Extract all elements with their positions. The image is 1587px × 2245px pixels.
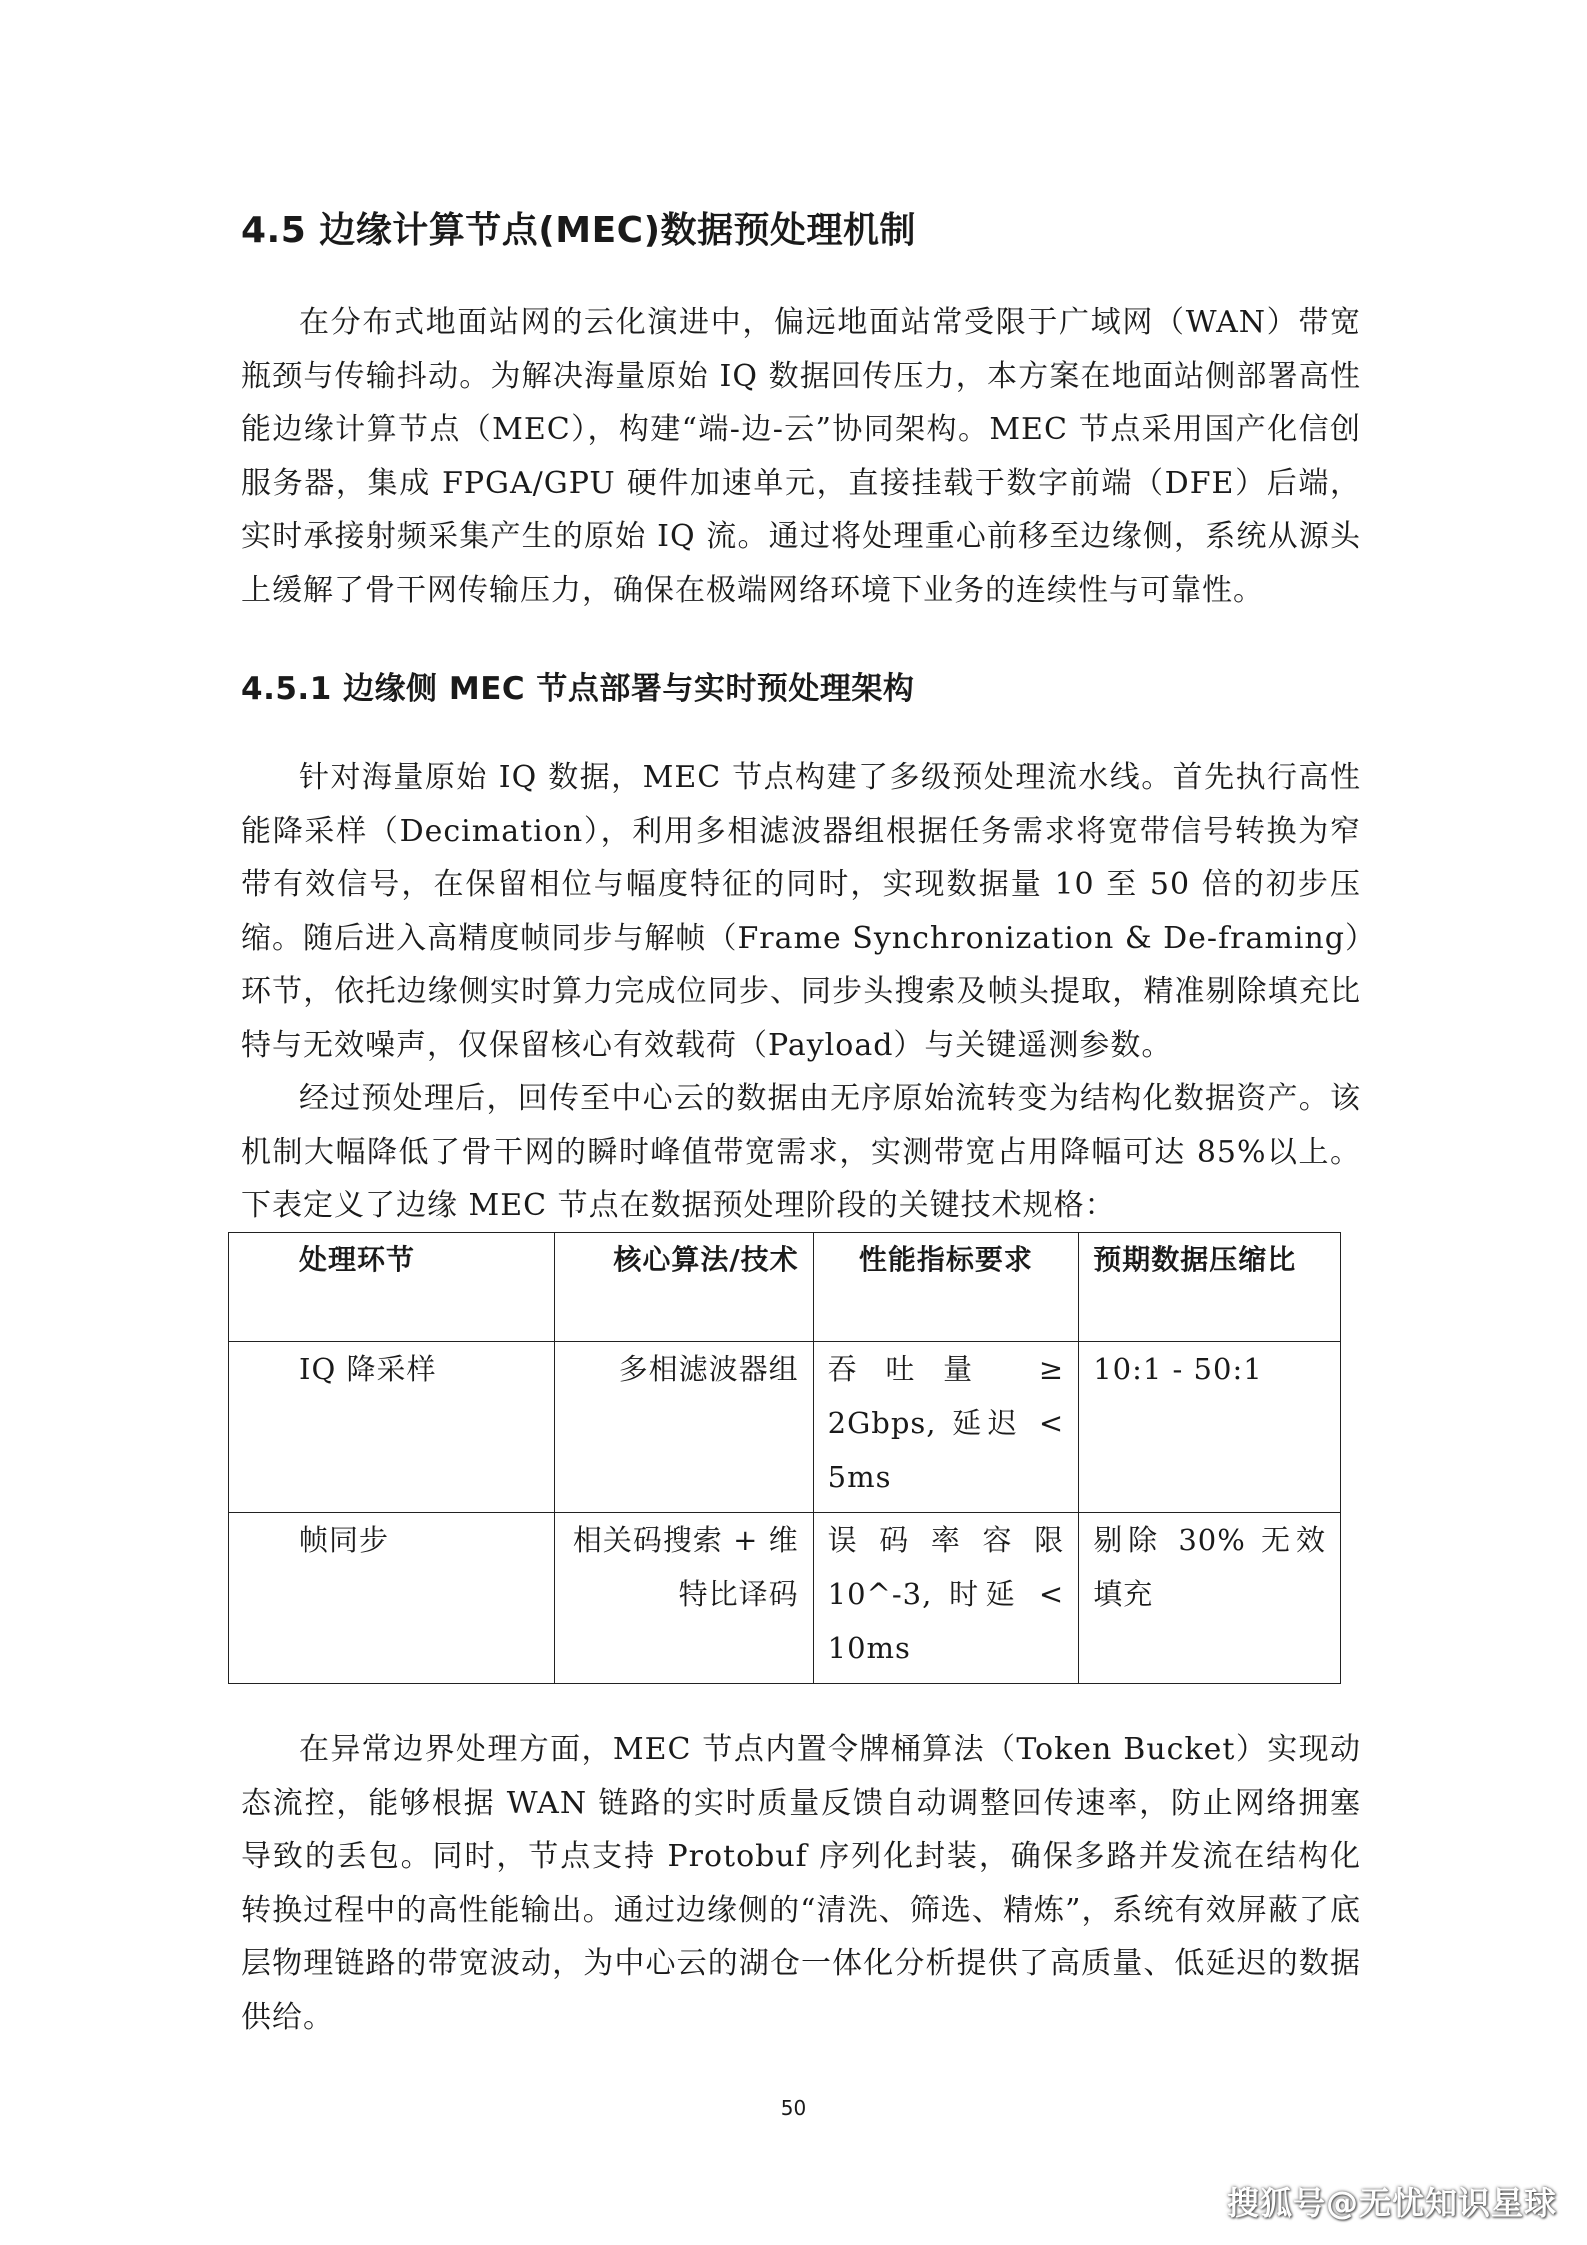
- table-cell: IQ 降采样: [229, 1342, 555, 1513]
- pipeline-paragraph: 针对海量原始 IQ 数据，MEC 节点构建了多级预处理流水线。首先执行高性能降采样（Decimation），利用多相滤波器组根据任务需求将宽带信号转换为窄带有效信号，在保留相位与幅度特征的同时，实现数据量 10 至 50 倍的初步压缩。随后进入高精度帧同步与解帧（Frame Synchronization & De-framing）环节，依托边缘侧实时算力完成位同步、同步头搜索及帧头提取，精准剔除填充比特与无效噪声，仅保留核心有效载荷（Payload）与关键遥测参数。: [241, 760, 1361, 1063]
- page-number: 50: [780, 2096, 807, 2120]
- table-row: [229, 1513, 1341, 1684]
- table-row: [229, 1342, 1341, 1513]
- table-header-cell: 性能指标要求: [813, 1233, 1079, 1342]
- result-paragraph: 经过预处理后，回传至中心云的数据由无序原始流转变为结构化数据资产。该机制大幅降低了骨干网的瞬时峰值带宽需求，实测带宽占用降幅可达 85%以上。下表定义了边缘 MEC 节点在数据预处理阶段的关键技术规格：: [241, 1081, 1361, 1223]
- table-cell: 吞吐量 ≥ 2Gbps, 延迟 < 5ms: [813, 1342, 1079, 1513]
- table-cell: 相关码搜索 + 维特比译码: [554, 1513, 813, 1684]
- table-header-row: [229, 1233, 1341, 1342]
- intro-paragraph: 在分布式地面站网的云化演进中，偏远地面站常受限于广域网（WAN）带宽瓶颈与传输抖动。为解决海量原始 IQ 数据回传压力，本方案在地面站侧部署高性能边缘计算节点（MEC），构建“端-边-云”协同架构。MEC 节点采用国产化信创服务器，集成 FPGA/GPU 硬件加速单元，直接挂载于数字前端（DFE）后端，实时承接射频采集产生的原始 IQ 流。通过将处理重心前移至边缘侧，系统从源头上缓解了骨干网传输压力，确保在极端网络环境下业务的连续性与可靠性。: [241, 305, 1361, 608]
- flow-control-paragraph: 在异常边界处理方面，MEC 节点内置令牌桶算法（Token Bucket）实现动态流控，能够根据 WAN 链路的实时质量反馈自动调整回传速率，防止网络拥塞导致的丢包。同时，节点支持 Protobuf 序列化封装，确保多路并发流在结构化转换过程中的高性能输出。通过边缘侧的“清洗、筛选、精炼”，系统有效屏蔽了底层物理链路的带宽波动，为中心云的湖仓一体化分析提供了高质量、低延迟的数据供给。: [241, 1732, 1361, 2035]
- spec-table: [228, 1232, 1341, 1684]
- watermark: 搜狐号@无忧知识星球: [1226, 2184, 1557, 2222]
- table-cell: 剔除 30% 无效填充: [1079, 1513, 1341, 1684]
- table-header-cell: 预期数据压缩比: [1079, 1233, 1341, 1342]
- table-cell: 10:1 - 50:1: [1079, 1342, 1341, 1513]
- table-cell: 多相滤波器组: [554, 1342, 813, 1513]
- table-cell: 误码率容限 10^-3, 时延 < 10ms: [813, 1513, 1079, 1684]
- section-heading: 4.5 边缘计算节点(MEC)数据预处理机制: [241, 210, 917, 251]
- table-cell: 帧同步: [229, 1513, 555, 1684]
- table-header-cell: 处理环节: [229, 1233, 555, 1342]
- subsection-heading: 4.5.1 边缘侧 MEC 节点部署与实时预处理架构: [241, 671, 915, 707]
- table-header-cell: 核心算法/技术: [554, 1233, 813, 1342]
